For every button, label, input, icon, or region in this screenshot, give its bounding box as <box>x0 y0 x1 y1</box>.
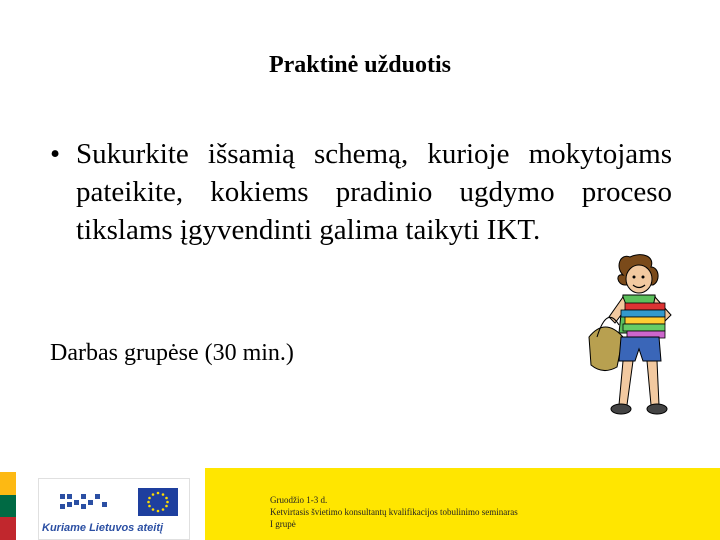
footer-group: I grupė <box>270 519 296 529</box>
logo-caption: Kuriame Lietuvos ateitį <box>42 522 164 534</box>
student-with-books-illustration <box>575 245 695 445</box>
bullet-text: Sukurkite išsamią schemą, kurioje mokytojams pateikite, kokiems pradinio ugdymo proceso tikslams įgyvendinti galima taikyti IKT. <box>76 138 672 246</box>
group-work-text: Darbas grupėse (30 min.) <box>50 340 294 366</box>
lithuania-flag-icon <box>0 472 16 540</box>
bullet-symbol: • <box>50 138 61 170</box>
slide-title: Praktinė užduotis <box>268 52 451 78</box>
eu-flag-icon <box>138 488 178 516</box>
ministry-logo-icon <box>58 490 116 516</box>
task-bullet <box>50 135 672 249</box>
footer-text <box>270 494 518 530</box>
footer-seminar: Ketvirtasis švietimo konsultantų kvalifikacijos tobulinimo seminaras <box>270 507 518 517</box>
footer-date: Gruodžio 1-3 d. <box>270 495 328 505</box>
footer <box>0 468 720 540</box>
